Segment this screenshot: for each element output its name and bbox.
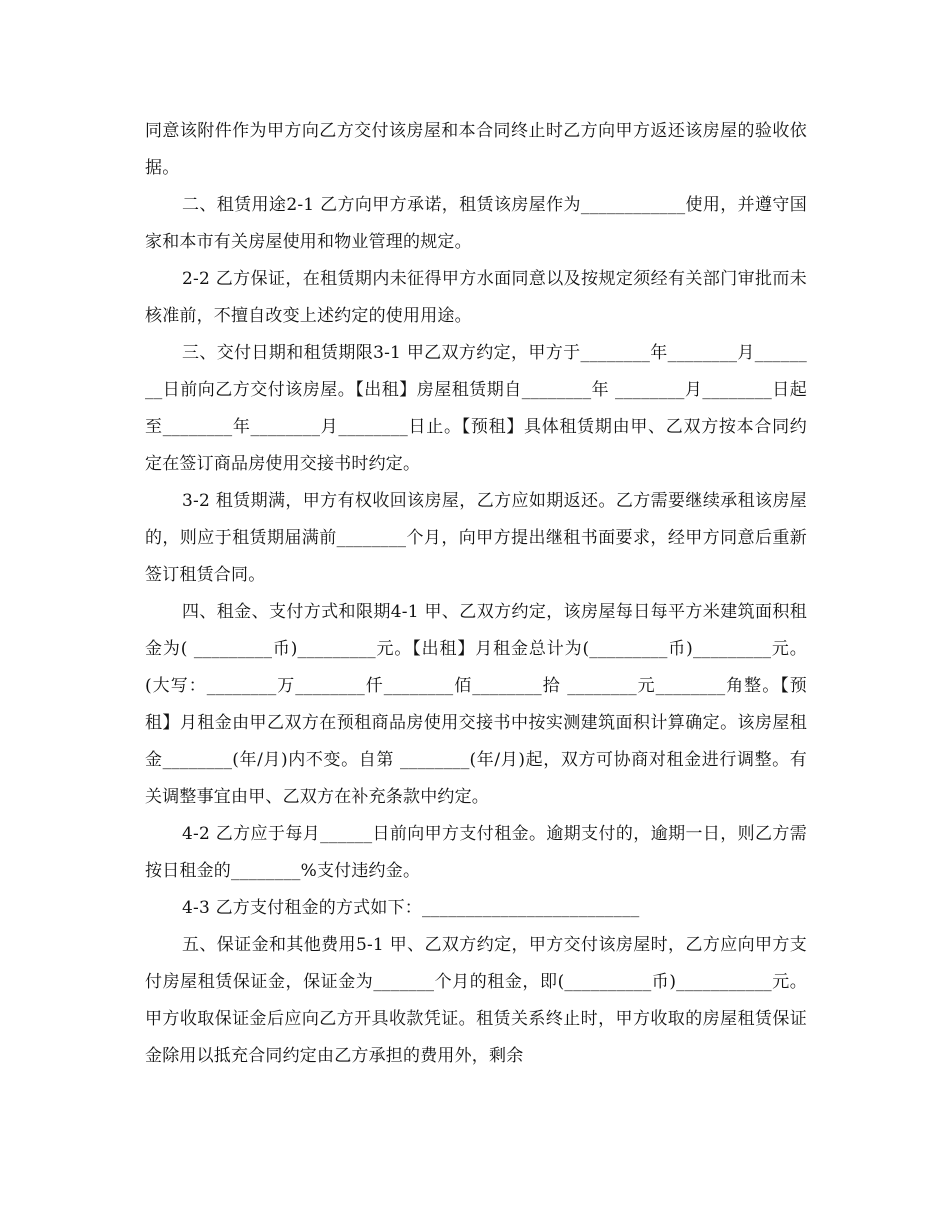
paragraph-term-expiry-3-2: 3-2 租赁期满，甲方有权收回该房屋，乙方应如期返还。乙方需要继续承租该房屋的，则应于租赁期届满前________个月，向甲方提出继租书面要求，经甲方同意后重新签订租赁合同。 [145,491,807,585]
paragraph-rent-payment-4-2: 4-2 乙方应于每月______日前向甲方支付租金。逾期支付的，逾期一日，则乙方需按日租金的________%支付违约金。 [145,824,807,881]
paragraph-usage-2-1: 二、租赁用途2-1 乙方向甲方承诺，租赁该房屋作为____________使用，并遵守国家和本市有关房屋使用和物业管理的规定。 [145,195,807,252]
paragraph-deposit-5-1: 五、保证金和其他费用5-1 甲、乙双方约定，甲方交付该房屋时，乙方应向甲方支付房屋租赁保证金，保证金为_______个月的租金，即(__________币)___________元。甲方收取保证金后应向乙方开具收款凭证。租赁关系终止时，甲方收取的房屋租赁保证金除用以抵充合同约定由乙方承担的费用外，剩余 [145,935,807,1066]
paragraph-usage-2-2: 2-2 乙方保证，在租赁期内未征得甲方水面同意以及按规定须经有关部门审批而未核准前，不擅自改变上述约定的使用用途。 [145,269,807,326]
paragraph-delivery-term-3-1: 三、交付日期和租赁期限3-1 甲乙双方约定，甲方于________年________月________日前向乙方交付该房屋。【出租】房屋租赁期自________年 ________月________日起至________年________月________日止。【预租】具体租赁期由甲、乙双方按本合同约定在签订商品房使用交接书时约定。 [145,343,807,474]
paragraph-payment-method-4-3: 4-3 乙方支付租金的方式如下：_________________________ [182,898,640,918]
document-body [145,113,807,1075]
paragraph-acceptance-basis: 同意该附件作为甲方向乙方交付该房屋和本合同终止时乙方向甲方返还该房屋的验收依据。 [145,121,807,178]
paragraph-rent-4-1: 四、租金、支付方式和限期4-1 甲、乙双方约定，该房屋每日每平方米建筑面积租金为( _________币)_________元。【出租】月租金总计为(_________币)_________元。(大写：________万________仟________佰________拾 ________元________角整。【预租】月租金由甲乙双方在预租商品房使用交接书中按实测建筑面积计算确定。该房屋租金________(年/月)内不变。自第 ________(年/月)起，双方可协商对租金进行调整。有关调整事宜由甲、乙双方在补充条款中约定。 [145,602,807,807]
